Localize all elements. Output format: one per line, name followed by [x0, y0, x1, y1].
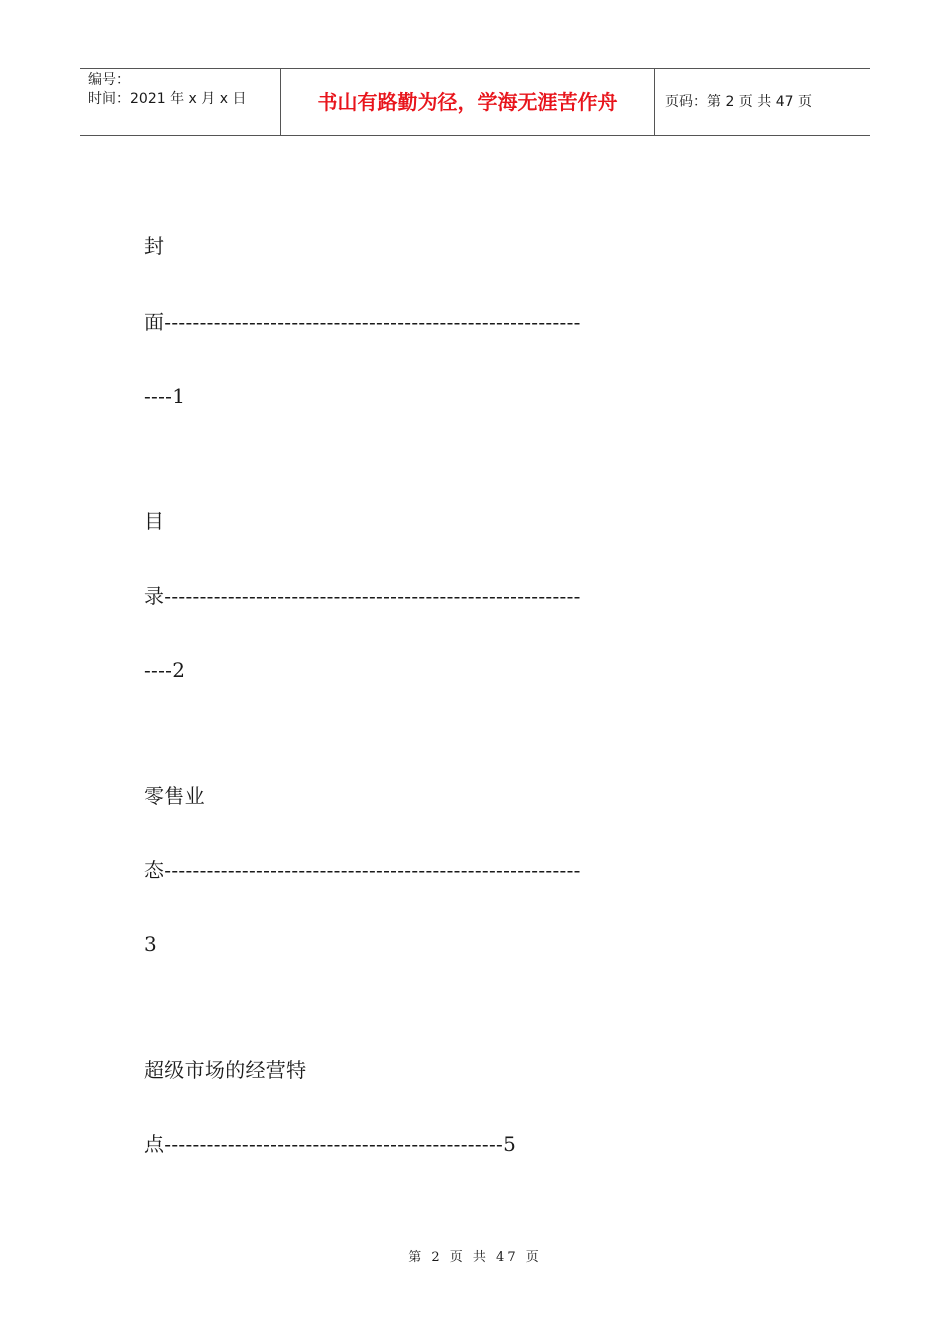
header-page-info: 页码：第 2 页 共 47 页 [665, 94, 812, 110]
header-motto: 书山有路勤为径，学海无涯苦作舟 [281, 69, 655, 135]
toc-title-line: 零售业 [144, 784, 205, 808]
toc-title-line: 封 [144, 234, 165, 258]
header-meta-cell [80, 69, 281, 135]
toc-page-line: 3 [144, 932, 158, 956]
number-label: 编号： [88, 72, 130, 88]
toc-page-line: ----2 [144, 658, 186, 682]
toc-leader-line: 态----------------------------------------------------------- [144, 858, 581, 882]
page-header [80, 68, 870, 136]
toc-leader-line: 录----------------------------------------------------------- [144, 584, 581, 608]
toc-leader-line: 点------------------------------------------------5 [144, 1132, 517, 1156]
toc-title-line: 超级市场的经营特 [144, 1058, 307, 1082]
date-label: 时间：2021 年 x 月 x 日 [88, 91, 247, 107]
toc-title-line: 目 [144, 509, 165, 533]
toc-leader-line: 面----------------------------------------------------------- [144, 310, 581, 334]
page-footer: 第 2 页 共 47 页 [408, 1250, 542, 1265]
toc-page-line: ----1 [144, 384, 186, 408]
